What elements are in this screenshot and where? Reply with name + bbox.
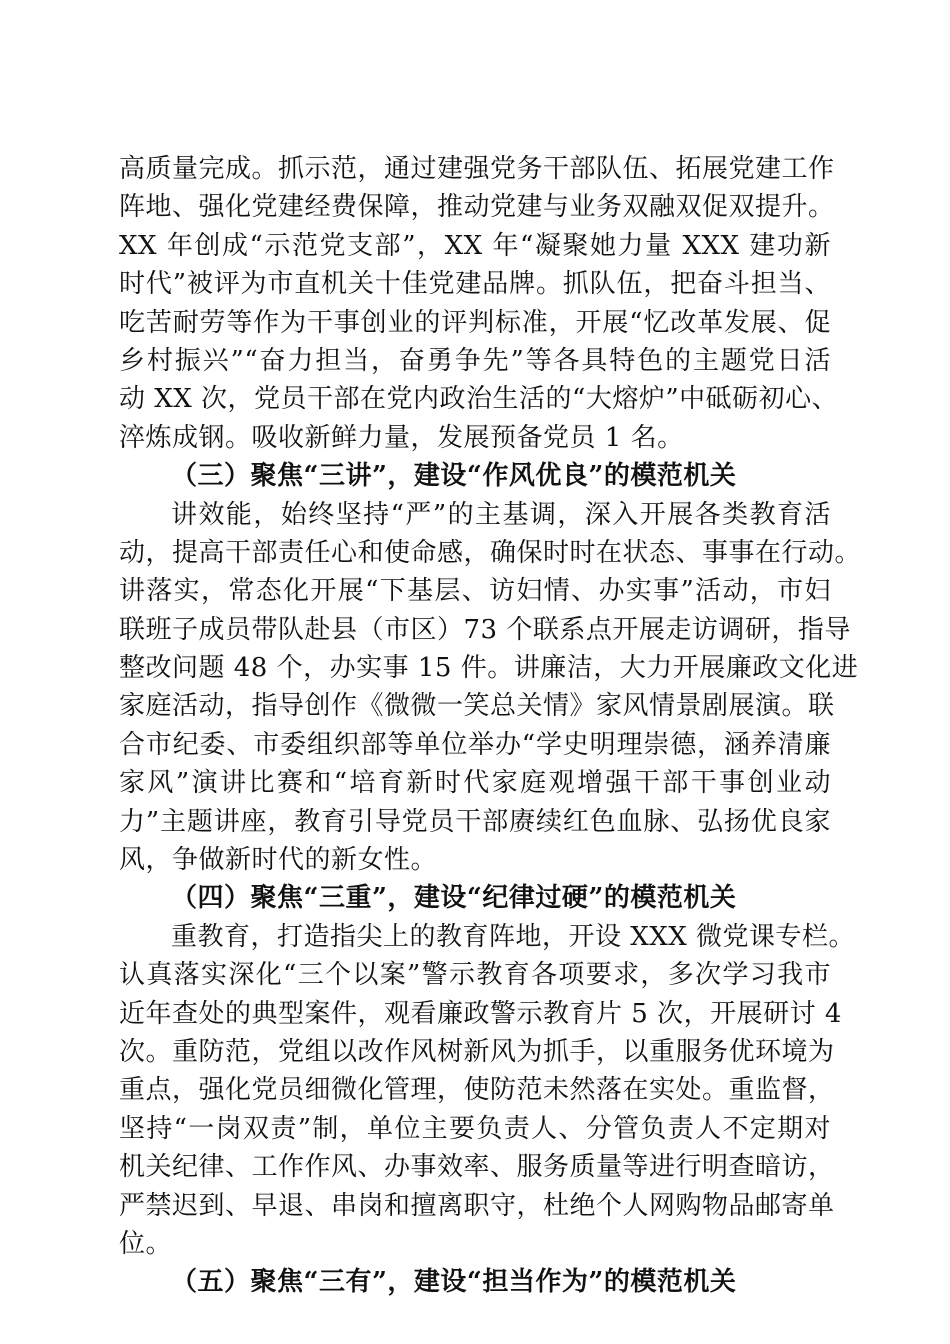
text-line: 风，争做新时代的新女性。 xyxy=(119,845,438,876)
paragraph xyxy=(119,918,856,1264)
text-line: XX 年创成“示范党支部”，XX 年“凝聚她力量 XXX 建功新 xyxy=(119,230,831,261)
text-line: 机关纪律、工作作风、办事效率、服务质量等进行明查暗访， xyxy=(119,1152,835,1183)
text-line: 淬炼成钢。吸收新鲜力量，发展预备党员 1 名。 xyxy=(119,422,684,453)
text-line: 吃苦耐劳等作为干事创业的评判标准，开展“忆改革发展、促 xyxy=(119,307,831,338)
text-line: 坚持“一岗双责”制，单位主要负责人、分管负责人不定期对 xyxy=(119,1113,831,1144)
paragraph xyxy=(119,496,862,880)
text-line: 讲落实，常态化开展“下基层、访妇情、办实事”活动，市妇 xyxy=(119,576,831,607)
text-line: 联班子成员带队赴县（市区）73 个联系点开展走访调研，指导 xyxy=(119,614,851,645)
text-line: 次。重防范，党组以改作风树新风为抓手，以重服务优环境为 xyxy=(119,1036,835,1067)
text-line: 时代”被评为市直机关十佳党建品牌。抓队伍，把奋斗担当、 xyxy=(119,269,831,300)
paragraph xyxy=(119,150,839,457)
text-line: 高质量完成。抓示范，通过建强党务干部队伍、拓展党建工作 xyxy=(119,154,835,184)
text-line: 整改问题 48 个，办实事 15 件。讲廉洁，大力开展廉政文化进 xyxy=(119,653,859,684)
text-line: 位。 xyxy=(119,1228,173,1259)
section-heading-5: （五）聚焦“三有”，建设“担当作为”的模范机关 xyxy=(171,1267,737,1298)
text-line: 动 XX 次，党员干部在党内政治生活的“大熔炉”中砥砺初心、 xyxy=(119,384,839,415)
section-heading-4: （四）聚焦“三重”，建设“纪律过硬”的模范机关 xyxy=(171,883,737,914)
text-line: 讲效能，始终坚持“严”的主基调，深入开展各类教育活 xyxy=(171,499,831,530)
text-line: 家庭活动，指导创作《微微一笑总关情》家风情景剧展演。联 xyxy=(119,691,835,722)
document-page xyxy=(119,150,862,1302)
text-line: 认真落实深化“三个以案”警示教育各项要求，多次学习我市 xyxy=(119,960,831,991)
text-line: 近年查处的典型案件，观看廉政警示教育片 5 次，开展研讨 4 xyxy=(119,998,842,1029)
text-line: 合市纪委、市委组织部等单位举办“学史明理崇德，涵养清廉 xyxy=(119,729,831,760)
text-line: 重点，强化党员细微化管理，使防范未然落在实处。重监督， xyxy=(119,1075,835,1106)
text-line: 严禁迟到、早退、串岗和擅离职守，杜绝个人网购物品邮寄单 xyxy=(119,1190,835,1221)
text-line: 家风”演讲比赛和“培育新时代家庭观增强干部干事创业动 xyxy=(119,768,831,799)
text-line: 动，提高干部责任心和使命感，确保时时在状态、事事在行动。 xyxy=(119,537,862,568)
section-heading-3: （三）聚焦“三讲”，建设“作风优良”的模范机关 xyxy=(171,461,737,492)
text-line: 阵地、强化党建经费保障，推动党建与业务双融双促双提升。 xyxy=(119,192,835,223)
text-line: 力”主题讲座，教育引导党员干部赓续红色血脉、弘扬优良家 xyxy=(119,806,831,837)
text-line: 重教育，打造指尖上的教育阵地，开设 XXX 微党课专栏。 xyxy=(171,921,856,952)
text-line: 乡村振兴”“奋力担当，奋勇争先”等各具特色的主题党日活 xyxy=(119,345,831,376)
